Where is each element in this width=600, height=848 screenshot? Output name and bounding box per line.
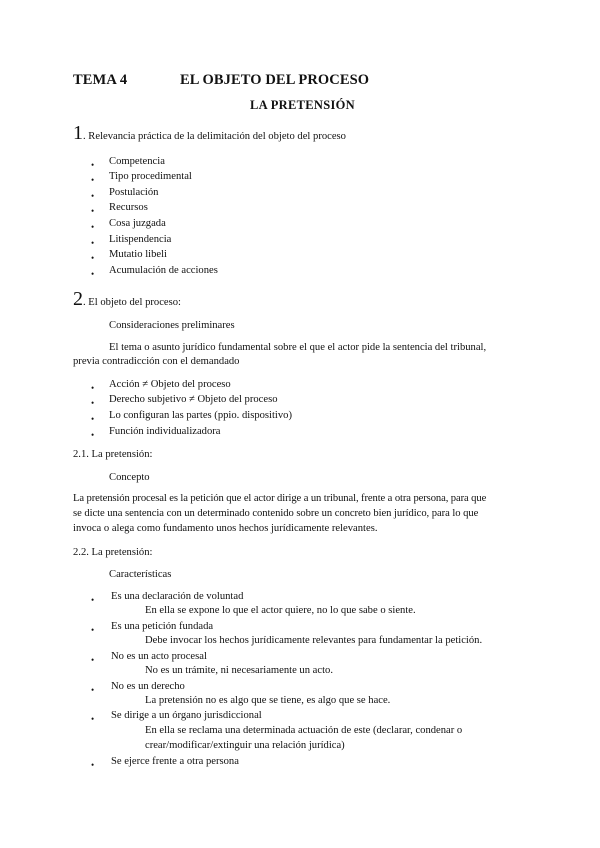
section2-heading-text: . El objeto del proceso: (83, 297, 181, 308)
list-item-text: Acción ≠ Objeto del proceso (109, 379, 231, 390)
list-item (91, 709, 94, 727)
section1-heading-text: . Relevancia práctica de la delimitación del objeto del proceso (83, 131, 346, 142)
section21-heading: 2.1. La pretensión: (73, 449, 153, 460)
list-item-title: Es una petición fundada (111, 621, 214, 632)
list-item-text: Lo configuran las partes (ppio. dispositivo) (109, 410, 293, 421)
list-item (91, 680, 94, 698)
bullet-icon: • (91, 430, 95, 440)
section21-paragraph-line: La pretensión procesal es la petición que el actor dirige a un tribunal, frente a otra persona, para que (73, 493, 487, 504)
section2-paragraph-line: El tema o asunto jurídico fundamental sobre el que el actor pide la sentencia del tribunal, (109, 342, 487, 353)
list-item-text: Mutatio libeli (109, 249, 167, 260)
bullet-icon: • (91, 595, 95, 605)
list-item-text: Cosa juzgada (109, 218, 166, 229)
bullet-icon: • (91, 685, 95, 695)
list-item-title: No es un derecho (111, 681, 185, 692)
bullet-icon: • (91, 414, 95, 424)
list-item-text: Postulación (109, 187, 159, 198)
bullet-icon: • (91, 714, 95, 724)
list-item-title: Es una declaración de voluntad (111, 591, 244, 602)
bullet-icon: • (91, 398, 95, 408)
prelim-label: Consideraciones preliminares (109, 320, 235, 331)
bullet-icon: • (91, 206, 95, 216)
bullet-icon: • (91, 383, 95, 393)
bullet-icon: • (91, 760, 95, 770)
list-item-detail: La pretensión no es algo que se tiene, es algo que se hace. (145, 695, 391, 706)
list-item-text: Competencia (109, 156, 165, 167)
list-item (91, 264, 94, 282)
list-item-detail: No es un trámite, ni necesariamente un acto. (145, 665, 333, 676)
list-item-detail: En ella se expone lo que el actor quiere, no lo que sabe o siente. (145, 605, 416, 616)
tema-label: TEMA 4 (73, 72, 128, 88)
bullet-icon: • (91, 160, 95, 170)
section2-heading (73, 289, 181, 310)
page-title: EL OBJETO DEL PROCESO (180, 72, 370, 88)
list-item (91, 425, 94, 443)
section21-paragraph-line: se dicte una sentencia con un determinado contenido sobre un concreto bien jurídico, para lo que (73, 508, 479, 519)
list-item-text: Función individualizadora (109, 426, 221, 437)
section22-heading: 2.2. La pretensión: (73, 547, 153, 558)
bullet-icon: • (91, 238, 95, 248)
list-item-title: No es un acto procesal (111, 651, 207, 662)
bullet-icon: • (91, 655, 95, 665)
list-item (91, 650, 94, 668)
page-subtitle: LA PRETENSIÓN (250, 98, 355, 112)
section1-number: 1 (73, 122, 83, 144)
list-item-detail: crear/modificar/extinguir una relación jurídica) (145, 740, 345, 751)
bullet-icon: • (91, 175, 95, 185)
bullet-icon: • (91, 253, 95, 263)
bullet-icon: • (91, 191, 95, 201)
list-item-text: Acumulación de acciones (109, 265, 218, 276)
characteristics-label: Características (109, 569, 172, 580)
list-item-text: Derecho subjetivo ≠ Objeto del proceso (109, 394, 278, 405)
list-item-text: Recursos (109, 202, 148, 213)
list-item-text: Litispendencia (109, 234, 172, 245)
list-item-title: Se dirige a un órgano jurisdiccional (111, 710, 262, 721)
bullet-icon: • (91, 625, 95, 635)
section21-paragraph-line: invoca o alega como fundamento unos hechos jurídicamente relevantes. (73, 523, 378, 534)
list-item (91, 590, 94, 608)
list-item-text: Tipo procedimental (109, 171, 192, 182)
section2-paragraph-line: previa contradicción con el demandado (73, 356, 240, 367)
list-item-detail: Debe invocar los hechos jurídicamente relevantes para fundamentar la petición. (145, 635, 483, 646)
bullet-icon: • (91, 222, 95, 232)
bullet-icon: • (91, 269, 95, 279)
list-item-title: Se ejerce frente a otra persona (111, 756, 239, 767)
section2-number: 2 (73, 288, 83, 310)
list-item (91, 755, 94, 773)
section1-heading (73, 123, 346, 144)
list-item-detail: En ella se reclama una determinada actuación de este (declarar, condenar o (145, 725, 463, 736)
concept-label: Concepto (109, 472, 150, 483)
list-item (91, 620, 94, 638)
